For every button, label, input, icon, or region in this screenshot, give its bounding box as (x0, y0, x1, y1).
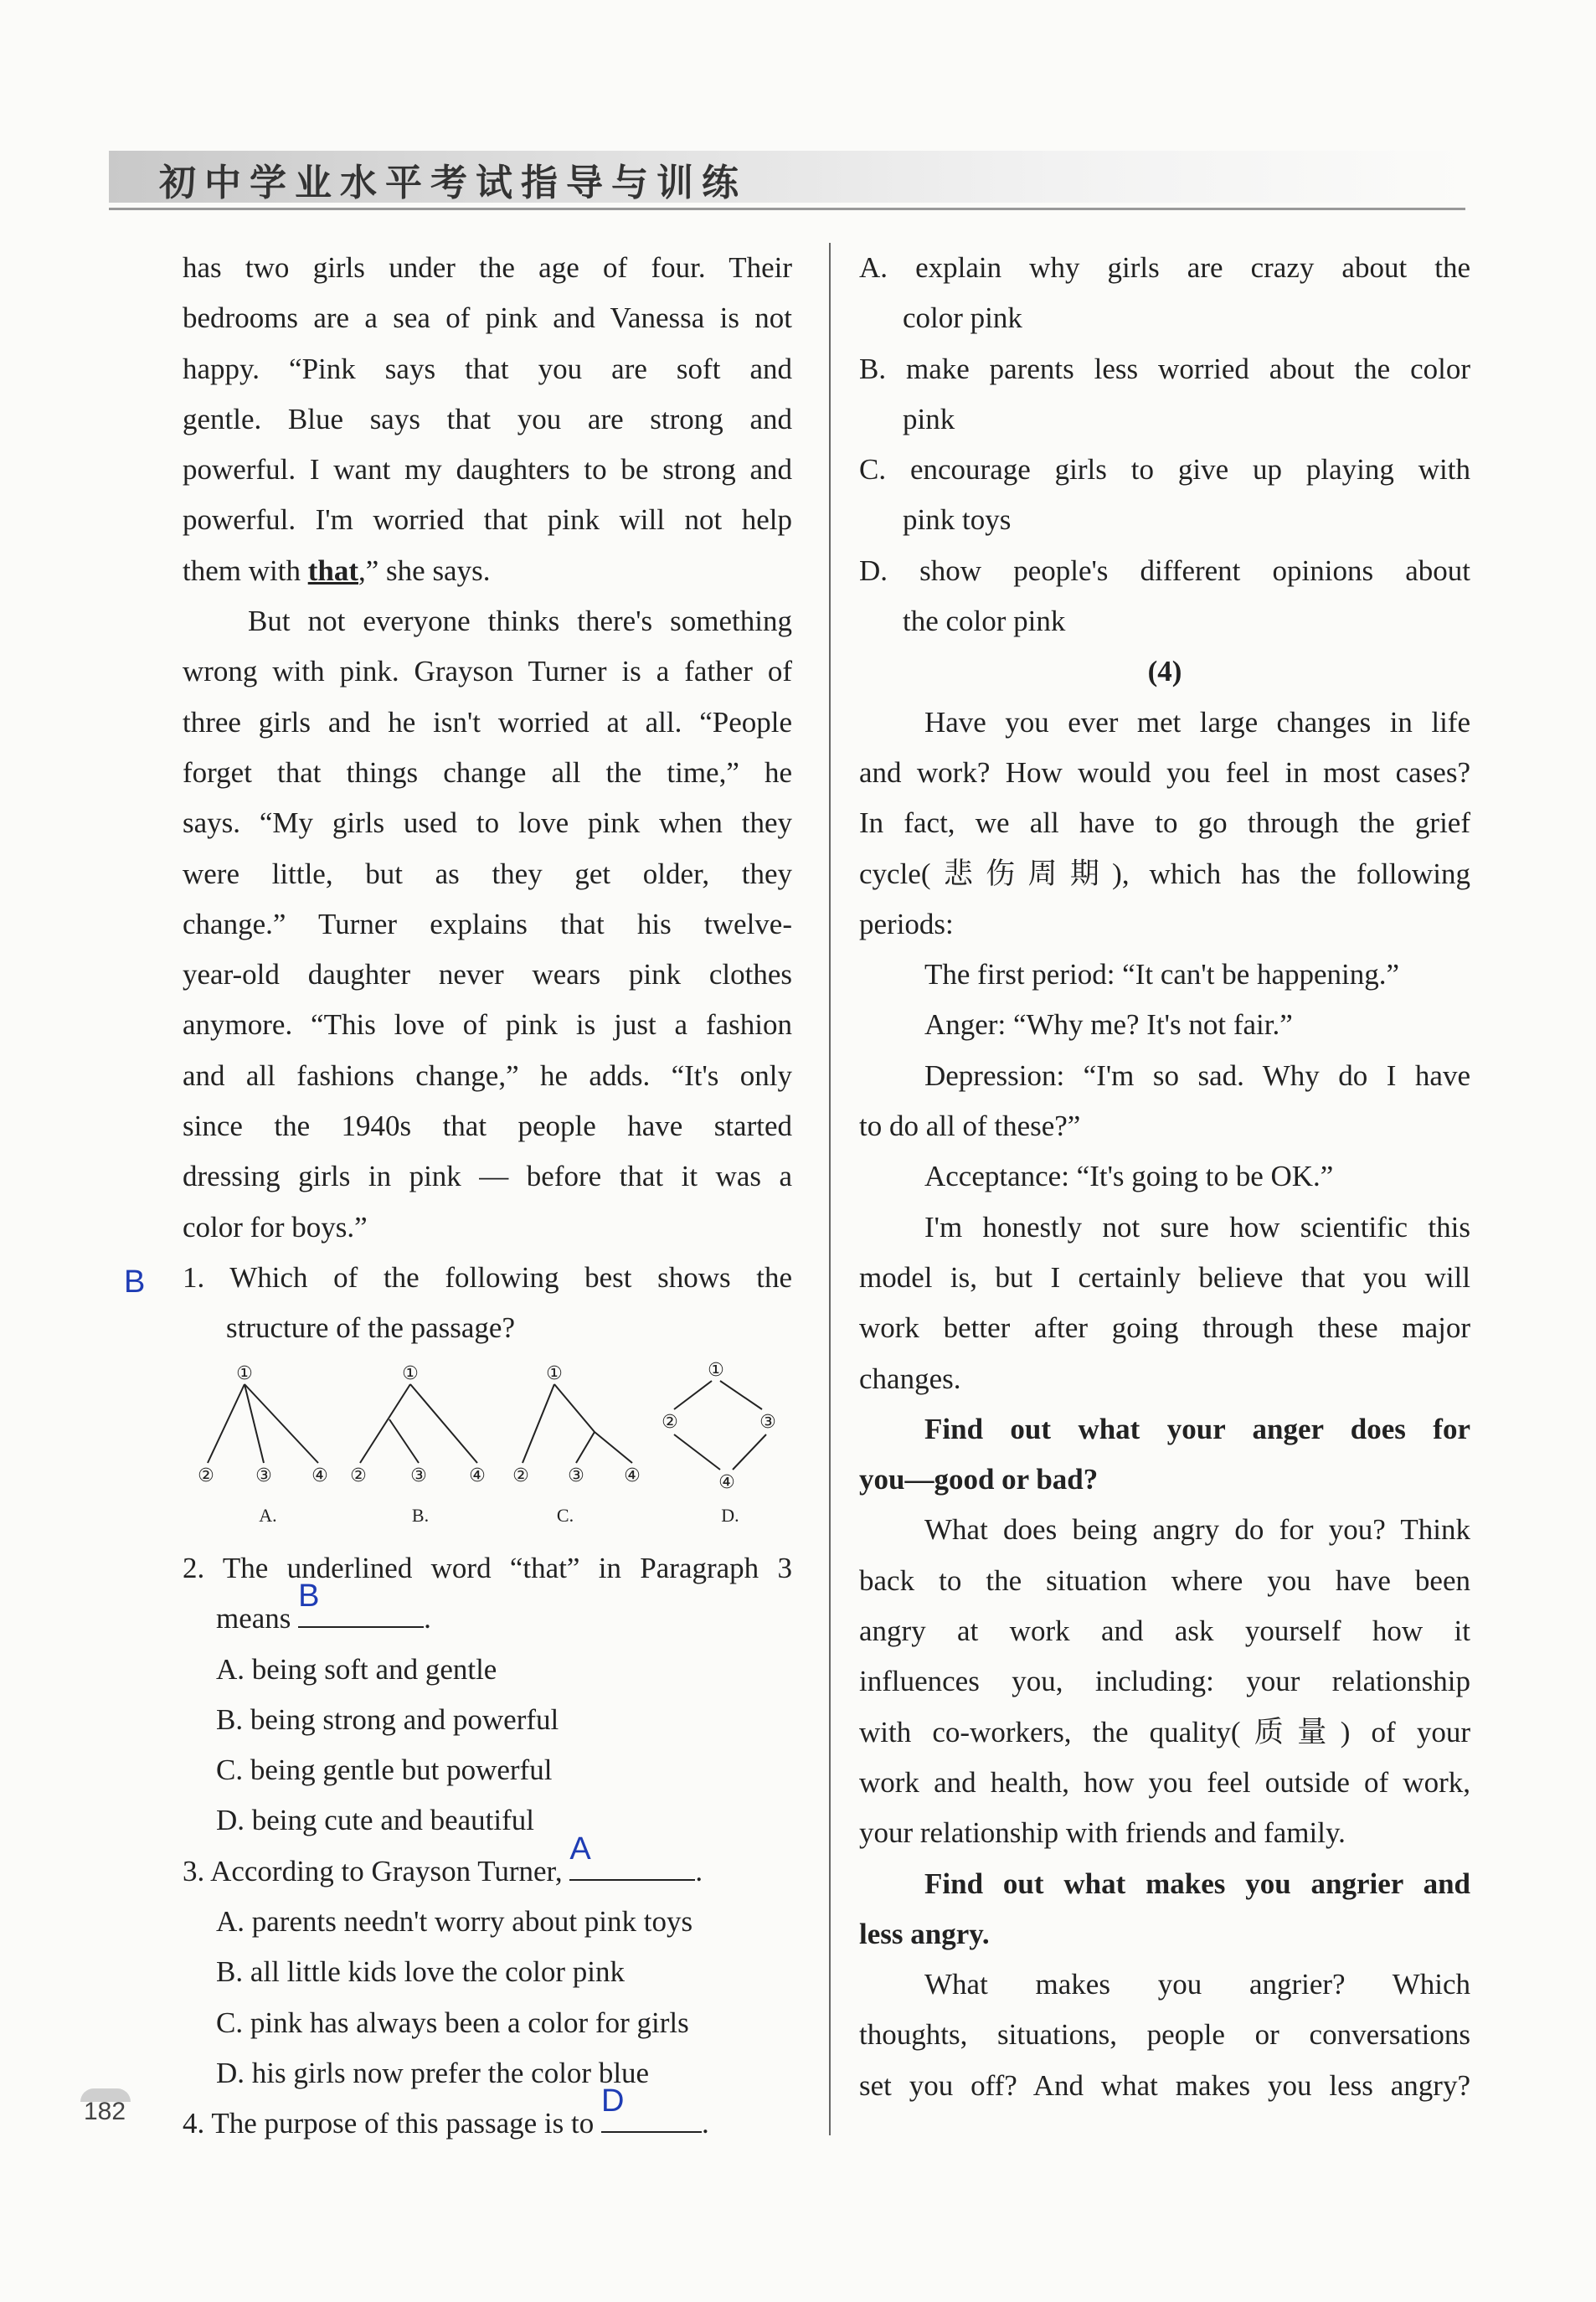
text-line: influences you, including: your relationship (859, 1665, 1470, 1698)
text-line: thoughts, situations, people or conversations (859, 2018, 1470, 2052)
q1-handwritten-answer: B (124, 1264, 146, 1300)
text-line: has two girls under the age of four. Their (183, 251, 792, 284)
text-line: dressing girls in pink — before that it was a (183, 1160, 792, 1193)
option-line: B. make parents less worried about the color (859, 352, 1470, 385)
section-number: (4) (1147, 655, 1182, 688)
option-line: A. explain why girls are crazy about the (859, 251, 1470, 284)
option-line: D. show people's different opinions about (859, 554, 1470, 587)
text-line: year-old daughter never wears pink clothes (183, 958, 792, 991)
option: D. his girls now prefer the color blue (216, 2056, 650, 2089)
node-label: ③ (568, 1465, 584, 1486)
diagram-label-b: B. (411, 1505, 430, 1526)
text-line: Have you ever met large changes in life (924, 705, 1470, 739)
text-line: wrong with pink. Grayson Turner is a father of (183, 655, 792, 688)
node-label: ④ (311, 1465, 328, 1486)
node-label: ① (546, 1363, 563, 1384)
text-line: says. “My girls used to love pink when they (183, 806, 792, 840)
text-line: since the 1940s that people have started (183, 1110, 792, 1143)
left-questions (183, 1543, 792, 2150)
question-1-cont: structure of the passage? (226, 1311, 515, 1345)
option: C. being gentle but powerful (216, 1754, 553, 1787)
question-1: 1. Which of the following best shows the (183, 1260, 792, 1294)
text-line: angry at work and ask yourself how it (859, 1614, 1470, 1648)
heading-anger: Find out what your anger does for (924, 1412, 1470, 1445)
column-divider (829, 243, 831, 2135)
diagram-label-a: A. (259, 1505, 277, 1526)
option-line: color pink (903, 301, 1022, 335)
diagram-label-c: C. (556, 1505, 574, 1526)
answer-blank: B (298, 1598, 424, 1628)
text-line: I'm honestly not sure how scientific this (924, 1210, 1470, 1244)
left-column (183, 243, 792, 1354)
node-label: ① (402, 1363, 419, 1384)
text-line: work better after going through these major (859, 1311, 1470, 1345)
node-label: ③ (255, 1465, 272, 1486)
text-line: three girls and he isn't worried at all. “People (183, 705, 792, 739)
diagram-label-d: D. (721, 1505, 739, 1526)
text-line: gentle. Blue says that you are strong and (183, 402, 792, 435)
text-line: and work? How would you feel in most cases? (859, 755, 1470, 789)
right-column (859, 243, 1470, 2111)
header-title: 初中学业水平考试指导与训练 (159, 162, 747, 204)
option: A. parents needn't worry about pink toys (216, 1905, 693, 1939)
text-line: were little, but as they get older, they (183, 857, 792, 890)
period-line: Anger: “Why me? It's not fair.” (924, 1008, 1293, 1042)
period-line: Depression: “I'm so sad. Why do I have (924, 1058, 1470, 1092)
period-line: Acceptance: “It's going to be OK.” (924, 1160, 1334, 1193)
period-line: The first period: “It can't be happening.” (924, 958, 1400, 991)
option: B. all little kids love the color pink (216, 1955, 625, 1989)
text-line: anymore. “This love of pink is just a fashion (183, 1008, 792, 1042)
node-label: ③ (410, 1465, 427, 1486)
text-line: changes. (859, 1362, 961, 1395)
question-2-blank-line: means B . (216, 1578, 431, 1635)
text-line: change.” Turner explains that his twelve- (183, 907, 792, 940)
text-line: with co-workers, the quality(质量) of your (859, 1715, 1470, 1748)
text-line: cycle(悲伤周期), which has the following (859, 857, 1470, 890)
text-line: work and health, how you feel outside of work, (859, 1765, 1470, 1799)
node-label: ② (662, 1412, 678, 1433)
text-line: What makes you angrier? Which (924, 1968, 1470, 2001)
text-line: In fact, we all have to go through the grief (859, 806, 1470, 840)
node-label: ② (350, 1465, 367, 1486)
text-line: bedrooms are a sea of pink and Vanessa is not (183, 301, 792, 335)
text-line: periods: (859, 907, 954, 940)
text-line: But not everyone thinks there's something (248, 605, 792, 638)
option: A. being soft and gentle (216, 1652, 497, 1686)
text-line: What does being angry do for you? Think (924, 1513, 1470, 1547)
text-line: model is, but I certainly believe that you will (859, 1260, 1470, 1294)
text-line: set you off? And what makes you less angry? (859, 2068, 1470, 2102)
header-rule (109, 208, 1465, 210)
text-line: forget that things change all the time,” he (183, 755, 792, 789)
page-header (109, 142, 1465, 213)
text-line: and all fashions change,” he adds. “It's only (183, 1058, 792, 1092)
option-line: the color pink (903, 605, 1066, 638)
question-2: 2. The underlined word “that” in Paragraph 3 (183, 1552, 792, 1584)
node-label: ④ (469, 1465, 486, 1486)
heading-anger-cont: you—good or bad? (859, 1463, 1099, 1496)
node-label: ④ (624, 1465, 641, 1486)
option-line: C. encourage girls to give up playing with (859, 453, 1470, 487)
question-3: 3. According to Grayson Turner, A . (183, 1831, 703, 1887)
period-line: to do all of these?” (859, 1110, 1081, 1143)
text-line: powerful. I want my daughters to be strong and (183, 453, 792, 487)
option: D. being cute and beautiful (216, 1804, 535, 1837)
node-label: ④ (718, 1472, 735, 1493)
answer-blank: A (569, 1851, 695, 1881)
answer-blank: D (601, 2103, 702, 2133)
node-label: ② (198, 1465, 214, 1486)
option: B. being strong and powerful (216, 1702, 559, 1736)
node-label: ① (708, 1361, 724, 1381)
heading-angrier-cont: less angry. (859, 1917, 990, 1950)
node-label: ① (236, 1363, 253, 1384)
text-line: happy. “Pink says that you are soft and (183, 352, 792, 385)
underlined-word-that: that (307, 554, 358, 587)
option-line: pink toys (903, 503, 1012, 537)
text-line: your relationship with friends and family. (859, 1816, 1346, 1850)
text-line: powerful. I'm worried that pink will not help (183, 503, 792, 537)
option: C. pink has always been a color for girls (216, 2006, 689, 2039)
heading-angrier: Find out what makes you angrier and (924, 1867, 1470, 1900)
node-label: ③ (759, 1412, 776, 1433)
node-label: ② (512, 1465, 529, 1486)
question-4: 4. The purpose of this passage is to D . (183, 2083, 709, 2140)
structure-diagrams (184, 1361, 787, 1528)
text-line: back to the situation where you have been (859, 1563, 1470, 1597)
page-number: 182 (84, 2098, 126, 2125)
text-line: color for boys.” (183, 1210, 368, 1244)
text-line: them with that,” she says. (183, 554, 491, 587)
option-line: pink (903, 402, 955, 435)
